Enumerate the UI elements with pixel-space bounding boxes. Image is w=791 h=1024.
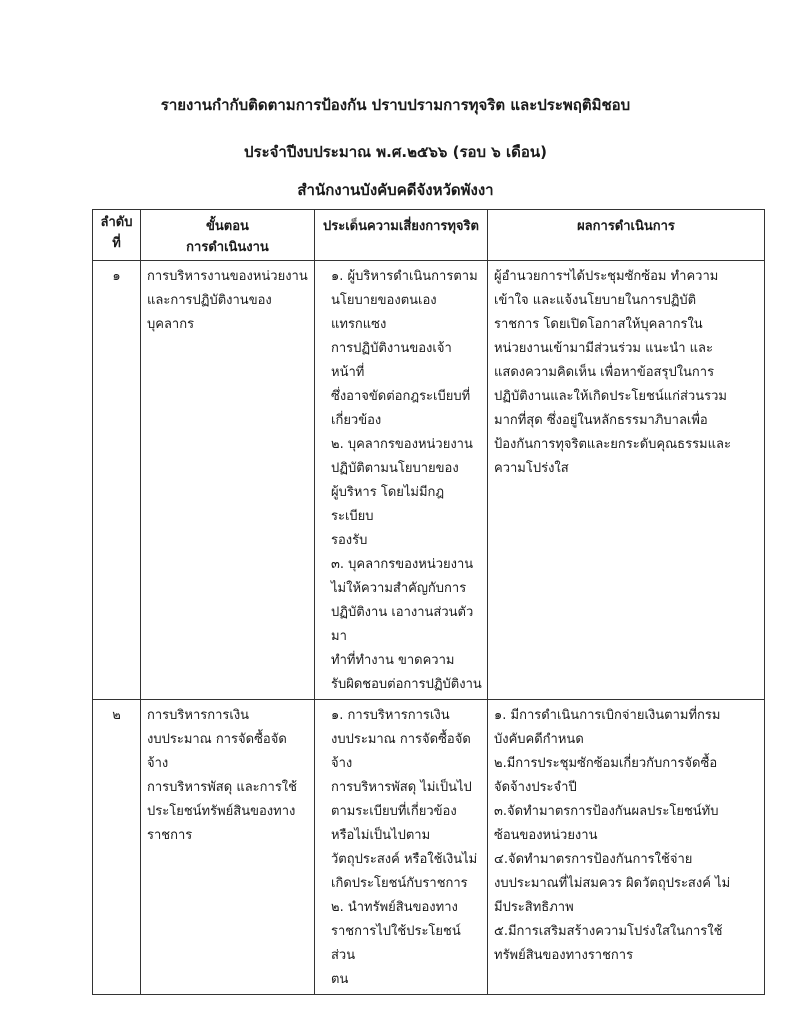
row-result: ผู้อำนวยการฯได้ประชุมซักซ้อม ทำความ เข้าใจ และแจ้งนโยบายในการปฏิบัติ ราชการ โดยเปิดโอกาสให้บุคลากรใน หน่วยงานเข้ามามีส่วนร่วม แนะนำ และ แสดงความคิดเห็น เพื่อหาข้อสรุปในการ ปฏิบัติงานและให้เกิดประโยชน์แก่ส่วนรวม มากที่สุด ซึ่งอยู่ในหลักธรรมาภิบาลเพื่อ ป้องกันการทุจริตและยกระดับคุณธรรมและ ความโปร่งใส bbox=[488, 261, 765, 700]
row-step: การบริหารงานของหน่วยงาน และการปฏิบัติงานของ บุคลากร bbox=[141, 261, 315, 700]
row-number: ๒ bbox=[93, 700, 141, 995]
header-result: ผลการดำเนินการ bbox=[488, 210, 765, 261]
risk-report-table bbox=[92, 209, 765, 995]
header-risk: ประเด็นความเสี่ยงการทุจริต bbox=[315, 210, 488, 261]
row-risk: ๑. ผู้บริหารดำเนินการตาม นโยบายของตนเอง แทรกแซง การปฏิบัติงานของเจ้าหน้าที่ ซึ่งอาจขัดต่อกฎระเบียบที่ เกี่ยวข้อง ๒. บุคลากรของหน่วยงาน ปฏิบัติตามนโยบายของ ผู้บริหาร โดยไม่มีกฎระเบียบ รองรับ ๓. บุคลากรของหน่วยงาน ไม่ให้ความสำคัญกับการ ปฏิบัติงาน เอางานส่วนตัวมา ทำที่ทำงาน ขาดความ รับผิดชอบต่อการปฏิบัติงาน bbox=[315, 261, 488, 700]
report-fiscal-year: ประจำปีงบประมาณ พ.ศ.๒๕๖๖ (รอบ ๖ เดือน) bbox=[243, 143, 547, 161]
table-row bbox=[93, 700, 765, 995]
header-no: ลำดับ ที่ bbox=[93, 210, 141, 261]
row-step: การบริหารการเงิน งบประมาณ การจัดซื้อจัดจ้าง การบริหารพัสดุ และการใช้ ประโยชน์ทรัพย์สินของทาง ราชการ bbox=[141, 700, 315, 995]
row-number: ๑ bbox=[93, 261, 141, 700]
row-result: ๑. มีการดำเนินการเบิกจ่ายเงินตามที่กรม บังคับคดีกำหนด ๒.มีการประชุมซักซ้อมเกี่ยวกับการจัดซื้อ จัดจ้างประจำปี ๓.จัดทำมาตรการป้องกันผลประโยชน์ทับ ซ้อนของหน่วยงาน ๔.จัดทำมาตรการป้องกันการใช้จ่าย งบประมาณที่ไม่สมควร ผิดวัตถุประสงค์ ไม่ มีประสิทธิภาพ ๕.มีการเสริมสร้างความโปร่งใสในการใช้ ทรัพย์สินของทางราชการ bbox=[488, 700, 765, 995]
table-header-row bbox=[93, 210, 765, 261]
table-row bbox=[93, 261, 765, 700]
row-risk: ๑. การบริหารการเงิน งบประมาณ การจัดซื้อจัดจ้าง การบริหารพัสดุ ไม่เป็นไป ตามระเบียบที่เกี่ยวข้อง หรือไม่เป็นไปตาม วัตถุประสงค์ หรือใช้เงินไม่ เกิดประโยชน์กับราชการ ๒. นำทรัพย์สินของทาง ราชการไปใช้ประโยชน์ส่วน ตน bbox=[315, 700, 488, 995]
report-title: รายงานกำกับติดตามการป้องกัน ปราบปรามการทุจริต และประพฤติมิชอบ bbox=[160, 96, 631, 114]
report-office: สำนักงานบังคับคดีจังหวัดพังงา bbox=[297, 181, 494, 199]
header-step: ขั้นตอน การดำเนินงาน bbox=[141, 210, 315, 261]
